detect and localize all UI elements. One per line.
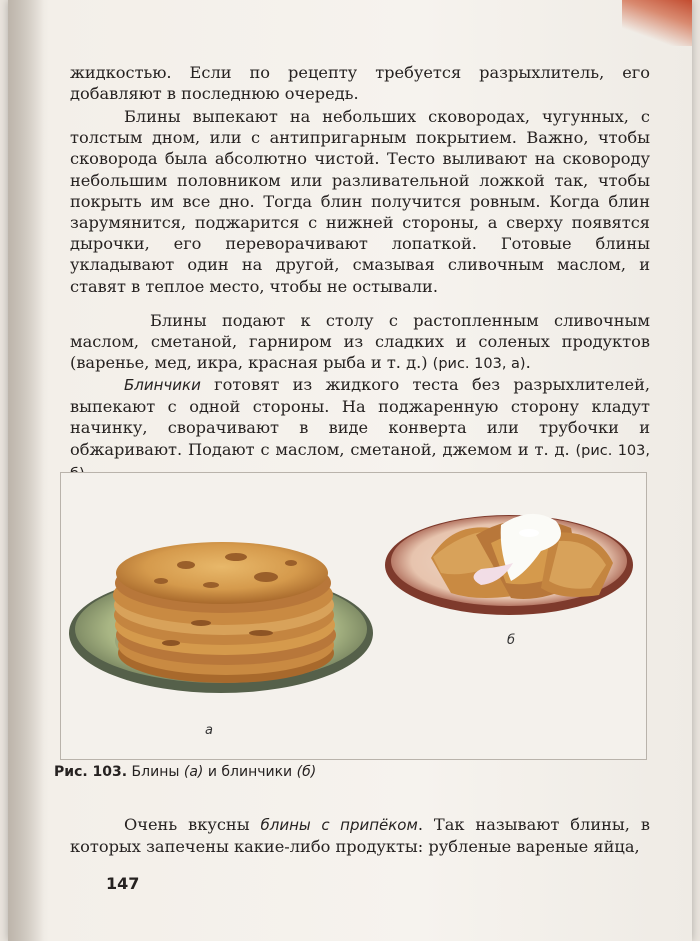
figure-reference-b: (рис. 103,	[575, 442, 650, 459]
figure-label-b: б	[507, 633, 516, 648]
paragraph-3: Блины подают к столу с растопленным сливочным маслом, сметаной, гарниром из сладких и соленых продуктов (варенье, мед, икра, красная рыба и т. д.) (рис. 103, а).	[70, 311, 650, 373]
page-corner-decoration	[622, 0, 692, 46]
textbook-page	[8, 0, 692, 941]
figure-103	[60, 472, 647, 760]
page-spine-shadow	[8, 0, 44, 941]
paragraph-4	[70, 374, 650, 485]
figure-caption: Рис. 103. Блины (а) и блинчики (б)	[54, 764, 317, 780]
plate-with-blinchiki-b	[385, 514, 633, 615]
page-number: 147	[106, 874, 140, 893]
caption-prefix: Рис. 103.	[54, 764, 128, 780]
term-blinchiki: Блинчики	[124, 376, 201, 394]
term-bliny-s-pripekom: блины с припёком	[260, 816, 418, 834]
plate-with-pancakes-a	[69, 542, 373, 693]
paragraph-1: жидкостью. Если по рецепту требуется разрыхлитель, его добавляют в последнюю очередь.	[70, 63, 650, 104]
paragraph-5: Очень вкусны блины с припёком. Так называют блины, в которых запечены какие-либо продукты: рубленые вареные яйца,	[70, 815, 650, 857]
pancakes-illustration	[61, 473, 646, 759]
paragraph-3-text: Блины подают к столу с растопленным сливочным маслом, сметаной, гарниром из сладких и соленых продуктов (варенье, мед, икра, красная рыба и т. д.)	[70, 311, 650, 373]
paragraph-4-text: готовят из жидкого теста без разрыхлителей, выпекают с одной стороны. На поджаренную сторону кладут начинку, сворачивают в виде конверта или трубочки и обжаривают. Подают с маслом, сметаной, джемом и т. д.	[70, 375, 650, 459]
figure-reference-a: (рис. 103, а)	[432, 356, 526, 373]
paragraph-2: Блины выпекают на небольших сковородах, чугунных, с толстым дном, или с антипригарным покрытием. Важно, чтобы сковорода была абсолютно чистой. Тесто выливают на сковороду небольшим половником или разливательной ложкой так, чтобы покрыть им все дно. Тогда блин получится ровным. Когда блин зарумянится, поджарится с нижней стороны, а сверху появятся дырочки, его переворачивают лопаткой. Готовые блины укладывают один на другой, смазывая сливочным маслом, и ставят в теплое место, чтобы не остывали.	[70, 107, 650, 296]
figure-label-a: а	[205, 723, 213, 738]
